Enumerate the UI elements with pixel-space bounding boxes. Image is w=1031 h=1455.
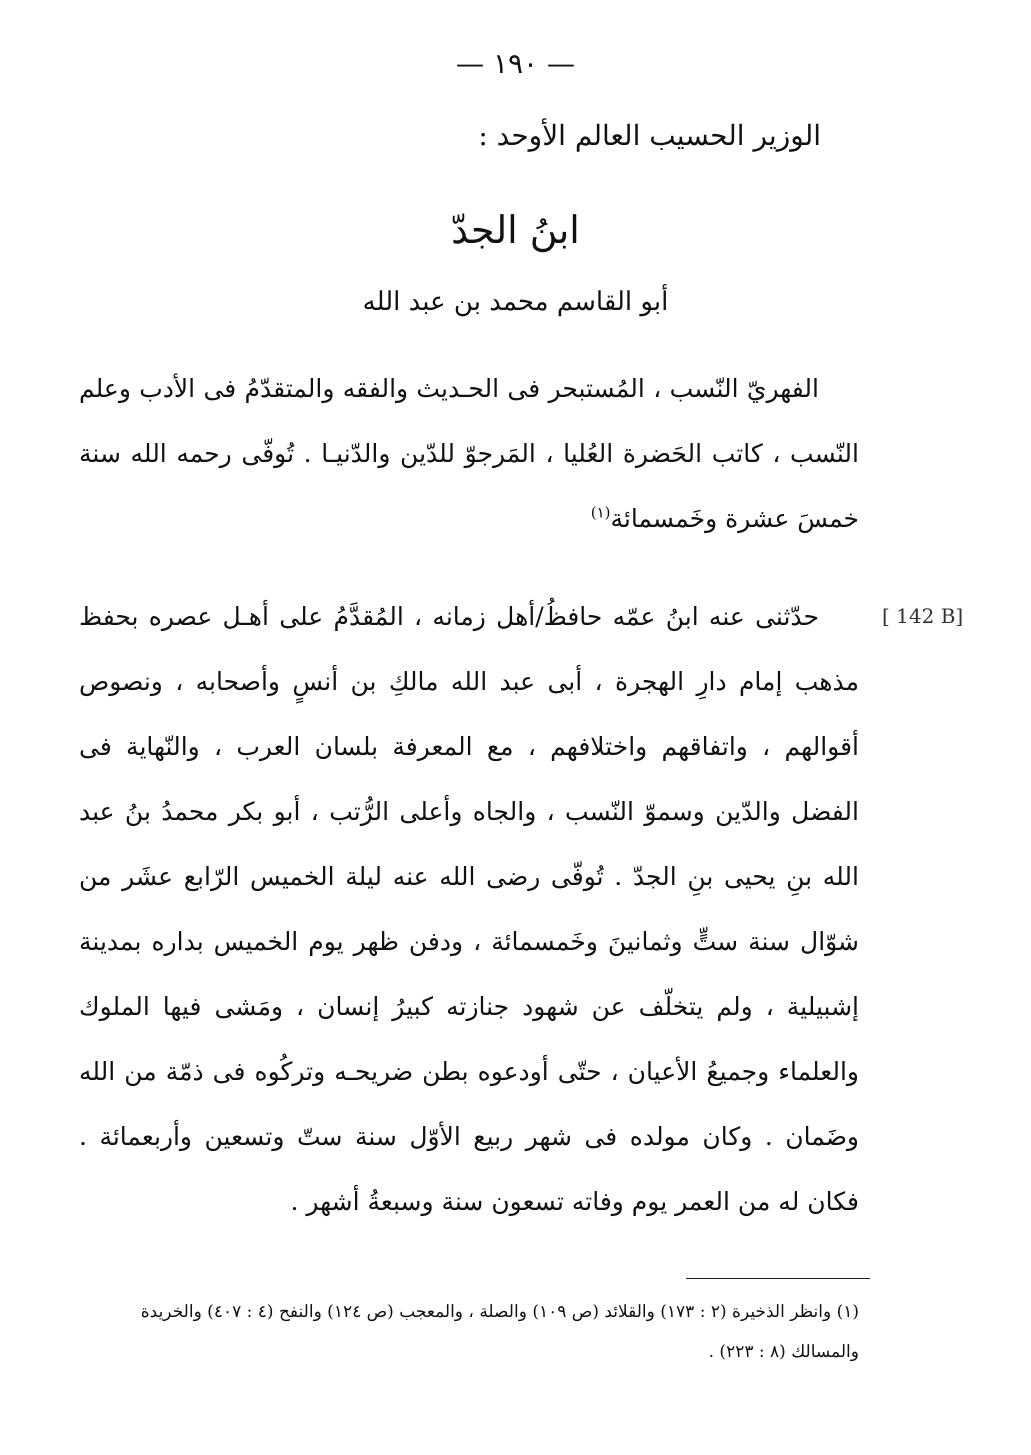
paragraph-narration xyxy=(79,584,859,1234)
entry-subheading: أبو القاسم محمد بن عبد الله xyxy=(362,287,669,317)
footnote-marker: (١) xyxy=(590,503,611,522)
paragraph-biography xyxy=(79,356,859,551)
footnote: (١) وانظر الذخيرة (٢ : ١٧٣) والقلائد (ص ١٠٩) والصلة ، والمعجب (ص ١٢٤) والنفح (٤ : ٤٠٧) والخريدة والمسالك (٨ : ٢٢٣) . xyxy=(140,1302,859,1362)
page-number: — ١٩٠ — xyxy=(456,47,575,80)
paragraph-biography-text: الفهريّ النّسب ، المُستبحر فى الحـديث والفقه والمتقدّمُ فى الأدب وعلم النّسب ، كاتب الحَضرة العُليا ، المَرجوّ للدّين والدّنيـا . تُوفّى رحمه الله سنة خمسَ عشرة وخَمسمائة xyxy=(79,374,859,533)
paragraph-narration-text: حدّثنى عنه ابنُ عمّه حافظُ/أهل زمانه ، المُقدَّمُ على أهـل عصره بحفظ مذهب إمام دارِ الهجرة ، أبى عبد الله مالكِ بن أنسٍ وأصحابه ، ونصوص أقوالهم ، واتفاقهم واختلافهم ، مع المعرفة بلسان العرب ، والنّهاية فى الفضل والدّين وسموّ النّسب ، والجاه وأعلى الرُّتب ، أبو بكر محمدُ بنُ عبد الله بنِ يحيى بنِ الجدّ . تُوفّى رضى الله عنه ليلة الخميس الرّابع عشَر من شوّال سنة ستٍّ وثمانينَ وخَمسمائة ، ودفن ظهر يوم الخميس بداره بمدينة إشبيلية ، ولم يتخلّف عن شهود جنازته كبيرُ إنسان ، ومَشى فيها الملوك والعلماء وجميعُ الأعيان ، حتّى أودعوه بطن ضريحـه وتركُوه فى ذمّة من الله وضَمان . وكان مولده فى شهر ربيع الأوّل سنة ستّ وتسعين وأربعمائة . فكان له من العمر يوم وفاته تسعون سنة وسبعةُ أشهر . xyxy=(79,602,859,1216)
footnote-divider xyxy=(686,1278,870,1279)
manuscript-folio-reference: [ 142 B] xyxy=(882,604,964,628)
entry-heading: ابنُ الجدّ xyxy=(451,208,580,252)
intro-line: الوزير الحسيب العالم الأوحد : xyxy=(478,119,821,152)
